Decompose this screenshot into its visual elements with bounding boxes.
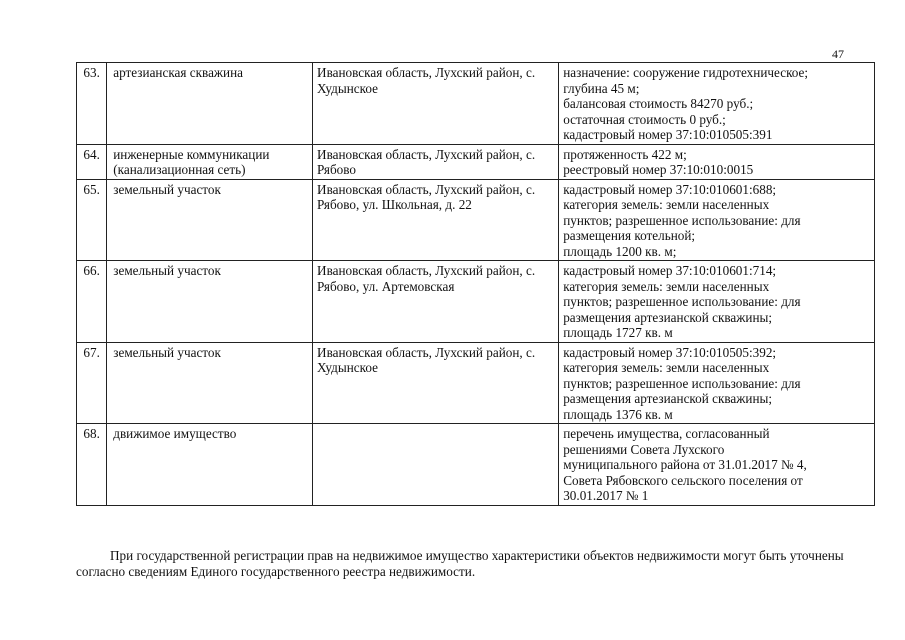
description-line: пунктов; разрешенное использование: для [563,375,801,391]
description-line: площадь 1200 кв. м; [563,243,677,259]
object-name: артезианская скважина [107,63,313,145]
object-address: Ивановская область, Лухский район, с. Рябово [313,144,559,179]
row-number: 65. [77,179,107,261]
row-number: 64. [77,144,107,179]
row-number: 68. [77,424,107,506]
object-description [559,342,875,424]
object-address: Ивановская область, Лухский район, с. Худынское [313,63,559,145]
object-address: Ивановская область, Лухский район, с. Худынское [313,342,559,424]
description-line: размещения артезианской скважины; [563,309,773,325]
description-line: назначение: сооружение гидротехническое; [563,65,809,80]
description-line: площадь 1727 кв. м [563,325,673,340]
description-line: пунктов; разрешенное использование: для [563,294,801,309]
description-line: кадастровый номер 37:10:010505:392; [563,344,777,360]
description-line: размещения артезианской скважины; [563,391,773,406]
description-line: категория земель: земли населенных [563,197,770,212]
footer-note: При государственной регистрации прав на недвижимое имущество характеристики объектов недвижимости могут быть уточнены согласно сведениям Единого государственного реестра недвижимости. [76,548,844,579]
row-number: 66. [77,261,107,343]
table-row [77,63,875,145]
description-line: кадастровый номер 37:10:010601:688; [563,181,777,197]
object-name: земельный участок [107,342,313,424]
description-line: пунктов; разрешенное использование: для [563,212,801,228]
object-address: Ивановская область, Лухский район, с. Рябово, ул. Школьная, д. 22 [313,179,559,261]
description-line: реестровый номер 37:10:010:0015 [563,162,754,177]
description-line: кадастровый номер 37:10:010601:714; [563,263,777,278]
object-description [559,179,875,261]
object-name: инженерные коммуникации (канализационная сеть) [107,144,313,179]
description-line: решениями Совета Лухского [563,441,725,457]
row-number: 67. [77,342,107,424]
table-row [77,144,875,179]
description-line: 30.01.2017 № 1 [563,488,649,503]
description-line: категория земель: земли населенных [563,278,770,294]
description-line: глубина 45 м; [563,80,640,96]
object-address [313,424,559,506]
description-line: балансовая стоимость 84270 руб.; [563,96,754,111]
object-name: земельный участок [107,261,313,343]
object-description [559,144,875,179]
property-table [76,62,875,506]
page-number: 47 [832,47,844,61]
table-row [77,342,875,424]
description-line: муниципального района от 31.01.2017 № 4, [563,457,807,472]
object-description [559,63,875,145]
object-address: Ивановская область, Лухский район, с. Рябово, ул. Артемовская [313,261,559,343]
description-line: площадь 1376 кв. м [563,406,673,422]
description-line: размещения котельной; [563,228,696,243]
object-name: движимое имущество [107,424,313,506]
object-description [559,424,875,506]
table-row [77,424,875,506]
description-line: кадастровый номер 37:10:010505:391 [563,127,773,142]
table-row [77,261,875,343]
description-line: перечень имущества, согласованный [563,426,770,441]
description-line: категория земель: земли населенных [563,360,770,375]
object-name: земельный участок [107,179,313,261]
description-line: Совета Рябовского сельского поселения от [563,472,803,488]
table-row [77,179,875,261]
row-number: 63. [77,63,107,145]
description-line: остаточная стоимость 0 руб.; [563,111,726,127]
description-line: протяженность 422 м; [563,146,687,162]
object-description [559,261,875,343]
